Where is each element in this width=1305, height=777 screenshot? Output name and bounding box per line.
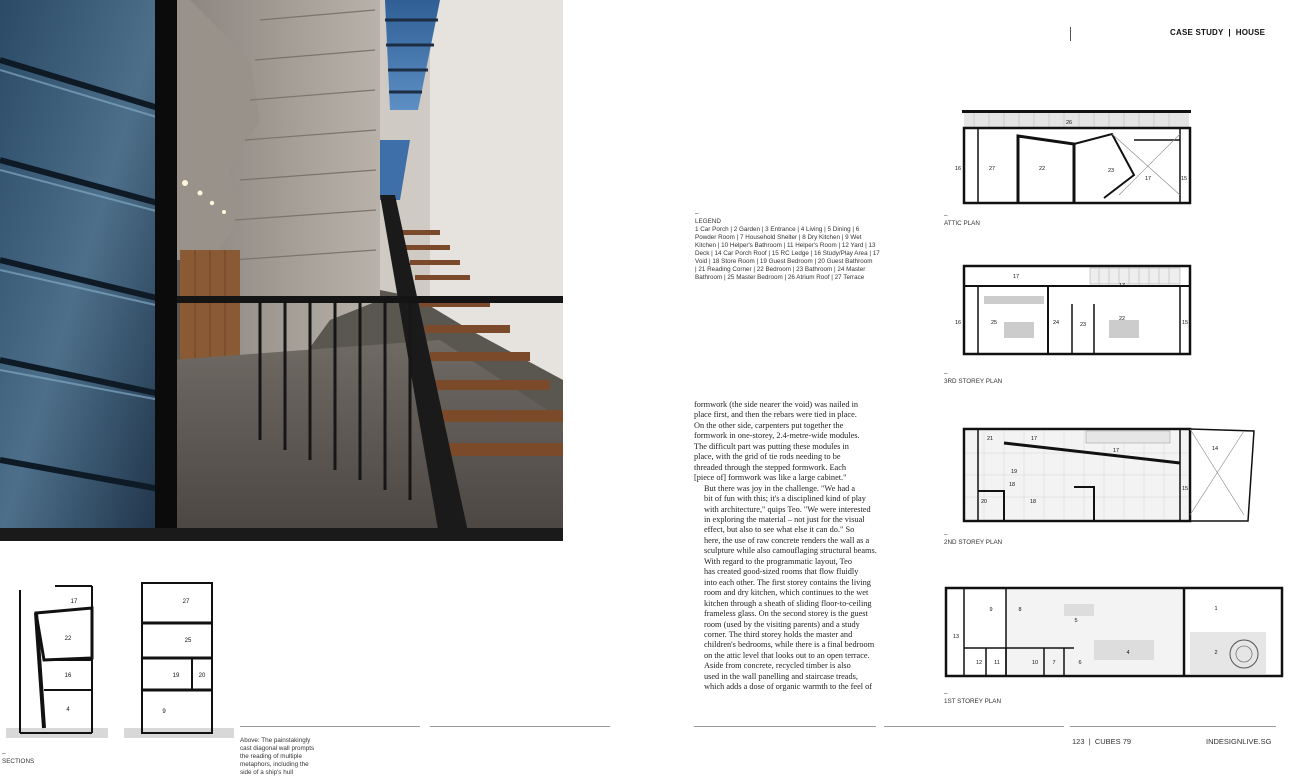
- article-body: [694, 400, 876, 693]
- page-footer: [1072, 737, 1131, 746]
- section-right-room-label: 19: [172, 673, 180, 679]
- second-plan-label: – 2ND STOREY PLAN: [944, 531, 1003, 546]
- body-line: kitchen through a sheath of sliding floor-to-ceiling: [704, 598, 872, 608]
- second-room-label: 21: [986, 436, 994, 442]
- header-label: [1170, 28, 1265, 37]
- header-topic: HOUSE: [1235, 28, 1266, 37]
- first-room-label: 8: [1018, 607, 1022, 613]
- section-right-room-label: 25: [184, 638, 192, 644]
- attic-plan-title: ATTIC PLAN: [944, 220, 980, 227]
- first-storey-plan: [944, 582, 1289, 682]
- body-line: has created good-sized rooms that flow fluidly: [704, 567, 859, 577]
- legend-line: 1 Car Porch | 2 Garden | 3 Entrance | 4 Living | 5 Dining | 6: [695, 226, 860, 233]
- body-line: in exploring the material – not just for the visual: [704, 514, 865, 524]
- first-room-label: 4: [1126, 650, 1130, 656]
- body-line: corner. The third storey holds the master and: [704, 629, 853, 639]
- legend-line: Void | 18 Store Room | 19 Guest Bedroom | 20 Guest Bathroom: [695, 258, 873, 265]
- section-left-room-label: 4: [66, 707, 70, 713]
- caption-line: the reading of multiple: [240, 753, 302, 760]
- body-line: [piece of] formwork was like a large cabinet.": [694, 473, 847, 483]
- first-room-label: 9: [989, 607, 993, 613]
- second-room-label: 14: [1211, 446, 1219, 452]
- caption-rule-left: [240, 726, 420, 727]
- third-room-label: 25: [990, 320, 998, 326]
- footer-rule-3: [1070, 726, 1276, 727]
- page-number: 123: [1072, 737, 1085, 746]
- header-bar: [1070, 27, 1071, 41]
- header-separator: |: [1228, 28, 1231, 37]
- third-room-label: 16: [954, 320, 962, 326]
- attic-room-label: 22: [1038, 166, 1046, 172]
- third-plan-title: 3RD STOREY PLAN: [944, 378, 1003, 385]
- body-line: room and dry kitchen, which continues to the wet: [704, 588, 869, 598]
- section-right-room-label: 27: [182, 599, 190, 605]
- first-room-label: 11: [994, 660, 1000, 666]
- body-line: place first, and then the rebars were tied in place.: [694, 410, 857, 420]
- first-room-label: 5: [1074, 618, 1078, 624]
- body-line: bit of fun with this; it's a disciplined kind of play: [704, 494, 866, 504]
- site-link[interactable]: INDESIGNLIVE.SG: [1206, 737, 1272, 746]
- body-line: which adds a dose of organic warmth to the feel of: [704, 682, 873, 692]
- legend-line: | 21 Reading Corner | 22 Bedroom | 23 Bathroom | 24 Master: [695, 266, 866, 273]
- sections-label-text: SECTIONS: [2, 758, 35, 765]
- caption-line: Above: The painstakingly: [240, 737, 311, 744]
- legend-title: LEGEND: [695, 218, 721, 225]
- body-line: used in the wall panelling and staircase treads,: [704, 671, 858, 681]
- body-paragraph: [694, 484, 876, 557]
- third-plan-label: – 3RD STOREY PLAN: [944, 370, 1003, 385]
- body-line: frameless glass. On the second storey is the guest: [704, 609, 868, 619]
- second-room-label: 19: [1010, 469, 1018, 475]
- legend-line: Deck | 14 Car Porch Roof | 15 RC Ledge | 16 Study/Play Area | 17: [695, 250, 880, 257]
- body-line: But there was joy in the challenge. "We had a: [704, 483, 856, 493]
- body-paragraph: [694, 557, 876, 662]
- body-line: Aside from concrete, recycled timber is also: [704, 661, 851, 671]
- section-left-room-label: 22: [64, 636, 72, 642]
- attic-room-label: 27: [988, 166, 996, 172]
- body-line: effect, but also to see what else it can do." So: [704, 525, 855, 535]
- site-footer: [1206, 737, 1271, 746]
- body-paragraph: [694, 661, 876, 692]
- third-room-label: 23: [1079, 322, 1087, 328]
- attic-room-label: 23: [1107, 168, 1115, 174]
- attic-room-label: 26: [1065, 120, 1073, 126]
- body-line: into each other. The first storey contains the living: [704, 577, 871, 587]
- section-right-room-label: 20: [198, 673, 206, 679]
- first-plan-label: – 1ST STOREY PLAN: [944, 690, 1002, 705]
- section-drawing-right: [124, 578, 234, 743]
- attic-room-label: 16: [954, 166, 962, 172]
- body-line: sculpture while also camouflaging structural beams.: [704, 546, 877, 556]
- caption-line: metaphors, including the: [240, 761, 309, 768]
- body-line: formwork (the side nearer the void) was nailed in: [694, 400, 859, 409]
- first-room-label: 13: [952, 634, 960, 640]
- body-line: formwork in one-storey, 2.4-metre-wide modules.: [694, 431, 860, 441]
- sections-label: – SECTIONS: [2, 750, 35, 765]
- second-storey-plan: [944, 423, 1289, 535]
- legend-line: Bathroom | 25 Master Bedroom | 26 Atrium Roof | 27 Terrace: [695, 274, 865, 281]
- second-room-label: 17: [1112, 448, 1120, 454]
- first-room-label: 1: [1214, 606, 1218, 612]
- attic-room-label: 15: [1180, 176, 1188, 182]
- caption-line: cast diagonal wall prompts: [240, 745, 315, 752]
- running-header: [1070, 26, 1270, 42]
- body-line: children's bedrooms, while there is a final bedroom: [704, 640, 875, 650]
- header-section: CASE STUDY: [1170, 28, 1224, 37]
- caption-rule-right: [430, 726, 610, 727]
- stairwell-photo: [0, 0, 563, 541]
- second-plan-title: 2ND STOREY PLAN: [944, 539, 1003, 546]
- caption-line: side of a ship's hull: [240, 769, 294, 776]
- body-line: On the other side, carpenters put together the: [694, 420, 844, 430]
- section-drawing-left: [0, 578, 110, 743]
- third-room-label: 15: [1181, 320, 1189, 326]
- second-room-label: 20: [980, 499, 988, 505]
- body-line: With regard to the programmatic layout, Teo: [704, 556, 852, 566]
- second-room-label: 17: [1030, 436, 1038, 442]
- photo-caption: [240, 737, 330, 777]
- footer-rule-2: [884, 726, 1064, 727]
- third-room-label: 24: [1052, 320, 1060, 326]
- body-line: threaded through the stepped formwork. Each: [694, 462, 847, 472]
- first-room-label: 6: [1078, 660, 1082, 666]
- section-left-room-label: 17: [70, 599, 78, 605]
- first-room-label: 2: [1214, 650, 1218, 656]
- third-room-label: 17: [1012, 274, 1020, 280]
- section-right-room-label: 9: [162, 709, 166, 715]
- legend-line: Kitchen | 10 Helper's Bathroom | 11 Helper's Room | 12 Yard | 13: [695, 242, 876, 249]
- body-line: with architecture," quips Teo. "We were interested: [704, 504, 871, 514]
- second-room-label: 18: [1008, 482, 1016, 488]
- third-room-label: 22: [1118, 316, 1126, 322]
- second-room-label: 18: [1029, 499, 1037, 505]
- first-room-label: 10: [1031, 660, 1039, 666]
- body-line: here, the use of raw concrete renders the wall as a: [704, 535, 870, 545]
- body-line: room (used by the visiting parents) and a study: [704, 619, 860, 629]
- body-paragraph: [694, 400, 876, 484]
- first-room-label: 7: [1052, 660, 1056, 666]
- attic-room-label: 17: [1144, 176, 1152, 182]
- footer-separator: |: [1088, 737, 1091, 746]
- plan-legend: – LEGEND 1 Car Porch | 2 Garden | 3 Entrance | 4 Living | 5 Dining | 6 Powder Room | 7 Household Shelter | 8 Dry Kitchen | 9 Wet Kitchen | 10 Helper's Bathroom | 11 Helper's Room | 12 Yard | 13 Deck | 14 Car Porch Roof | 15 RC Ledge | 16 Study/Play Area | 17 Void | 18 Store Room | 19 Guest Bedroom | 20 Guest Bathroom | 21 Reading Corner | 22 Bedroom | 23 Bathroom | 24 Master Bathroom | 25 Master Bedroom | 26 Atrium Roof | 27 Terrace: [695, 210, 880, 281]
- section-left-room-label: 16: [64, 673, 72, 679]
- legend-line: Powder Room | 7 Household Shelter | 8 Dry Kitchen | 9 Wet: [695, 234, 862, 241]
- footer-rule-1: [694, 726, 876, 727]
- first-room-label: 12: [975, 660, 983, 666]
- second-room-label: 15: [1181, 486, 1189, 492]
- body-line: on the attic level that looks out to an open terrace.: [704, 650, 870, 660]
- attic-plan: [944, 100, 1194, 208]
- third-storey-plan: [944, 262, 1194, 362]
- first-plan-title: 1ST STOREY PLAN: [944, 698, 1002, 705]
- attic-plan-label: – ATTIC PLAN: [944, 212, 980, 227]
- issue-label: CUBES 79: [1094, 737, 1132, 746]
- third-room-label: 17: [1118, 283, 1126, 289]
- body-line: place, with the grid of tie rods needing to be: [694, 452, 841, 462]
- body-line: The difficult part was putting these modules in: [694, 441, 849, 451]
